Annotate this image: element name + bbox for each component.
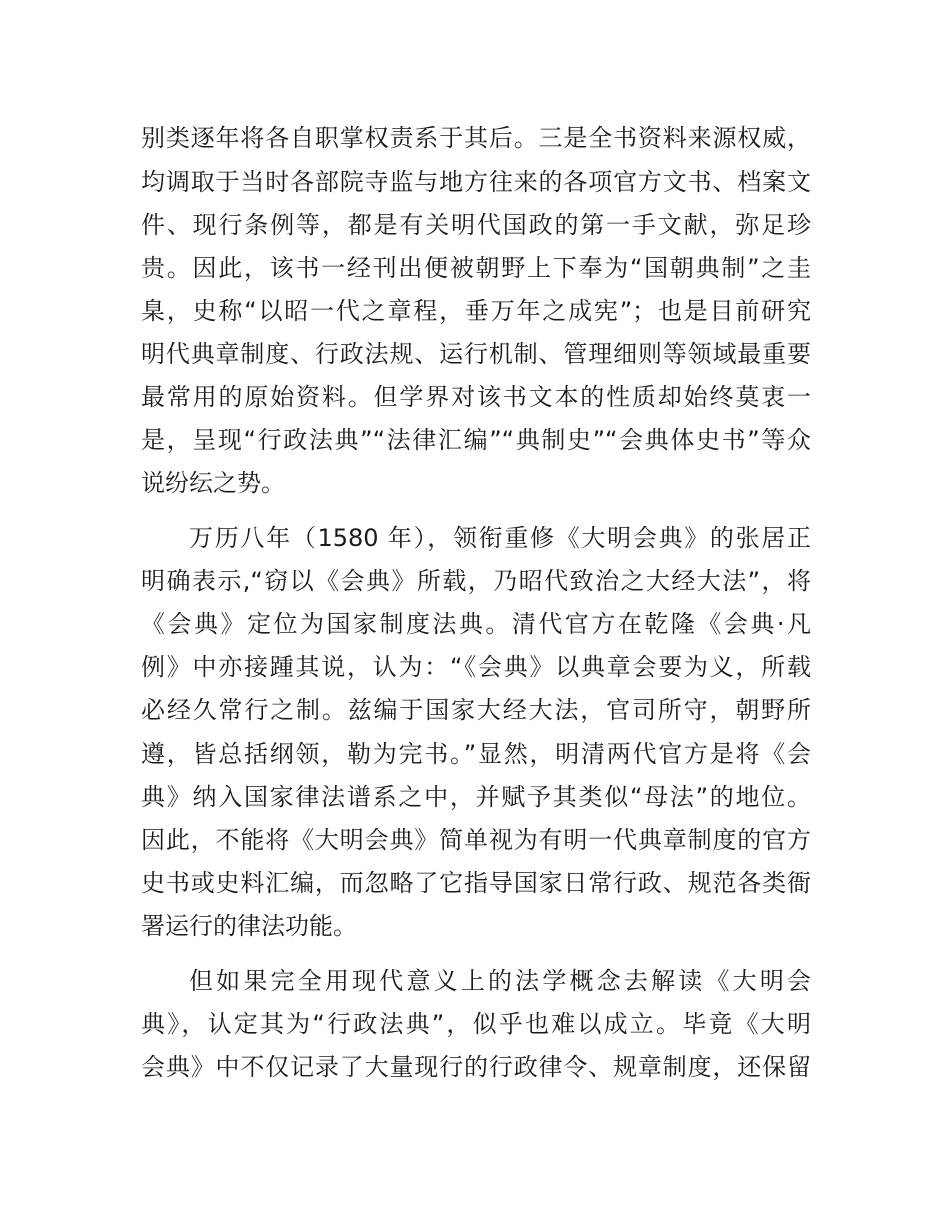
paragraph-1-line-8: 是，呈现“行政法典”“法律汇编”“典制史”“会典体史书”等众	[141, 426, 811, 454]
paragraph-3-line-3: 会典》中不仅记录了大量现行的行政律令、规章制度，还保留	[141, 1053, 811, 1081]
paragraph-3-line-1: 但如果完全用现代意义上的法学概念去解读《大明会	[189, 967, 811, 995]
paragraph-2-line-10: 署运行的律法功能。	[141, 912, 357, 940]
paragraph-1-line-7: 最常用的原始资料。但学界对该书文本的性质却始终莫衷一	[141, 383, 811, 411]
paragraph-1-line-1: 别类逐年将各自职掌权责系于其后。三是全书资料来源权威，	[141, 124, 811, 152]
paragraph-2-line-9: 史书或史料汇编，而忽略了它指导国家日常行政、规范各类衙	[141, 869, 811, 897]
paragraph-1-line-3: 件、现行条例等，都是有关明代国政的第一手文献，弥足珍	[141, 211, 811, 239]
paragraph-2-line-4: 例》中亦接踵其说，认为：“《会典》以典章会要为义，所载	[141, 653, 811, 681]
paragraph-1-line-6: 明代典章制度、行政法规、运行机制、管理细则等领域最重要	[141, 340, 811, 368]
paragraph-1-line-9: 说纷纭之势。	[141, 469, 285, 497]
paragraph-2-line-2: 明确表示,“窃以《会典》所载，乃昭代致治之大经大法”，将	[141, 567, 811, 595]
paragraph-1-line-5: 臬，史称“以昭一代之章程，垂万年之成宪”；也是目前研究	[141, 297, 811, 325]
paragraph-2-line-1: 万历八年（1580 年），领衔重修《大明会典》的张居正	[189, 524, 811, 552]
paragraph-2-line-6: 遵，皆总括纲领，勒为完书。”显然，明清两代官方是将《会	[141, 740, 811, 768]
paragraph-2-line-5: 必经久常行之制。兹编于国家大经大法，官司所守，朝野所	[141, 696, 811, 724]
paragraph-2-line-8: 因此，不能将《大明会典》简单视为有明一代典章制度的官方	[141, 826, 811, 854]
paragraph-1-line-4: 贵。因此，该书一经刊出便被朝野上下奉为“国朝典制”之圭	[141, 254, 811, 282]
paragraph-3-line-2: 典》，认定其为“行政法典”，似乎也难以成立。毕竟《大明	[141, 1010, 811, 1038]
paragraph-1-line-2: 均调取于当时各部院寺监与地方往来的各项官方文书、档案文	[141, 168, 811, 196]
paragraph-2-line-3: 《会典》定位为国家制度法典。清代官方在乾隆《会典·凡	[141, 610, 811, 638]
paragraph-2-line-7: 典》纳入国家律法谱系之中，并赋予其类似“母法”的地位。	[141, 783, 811, 811]
